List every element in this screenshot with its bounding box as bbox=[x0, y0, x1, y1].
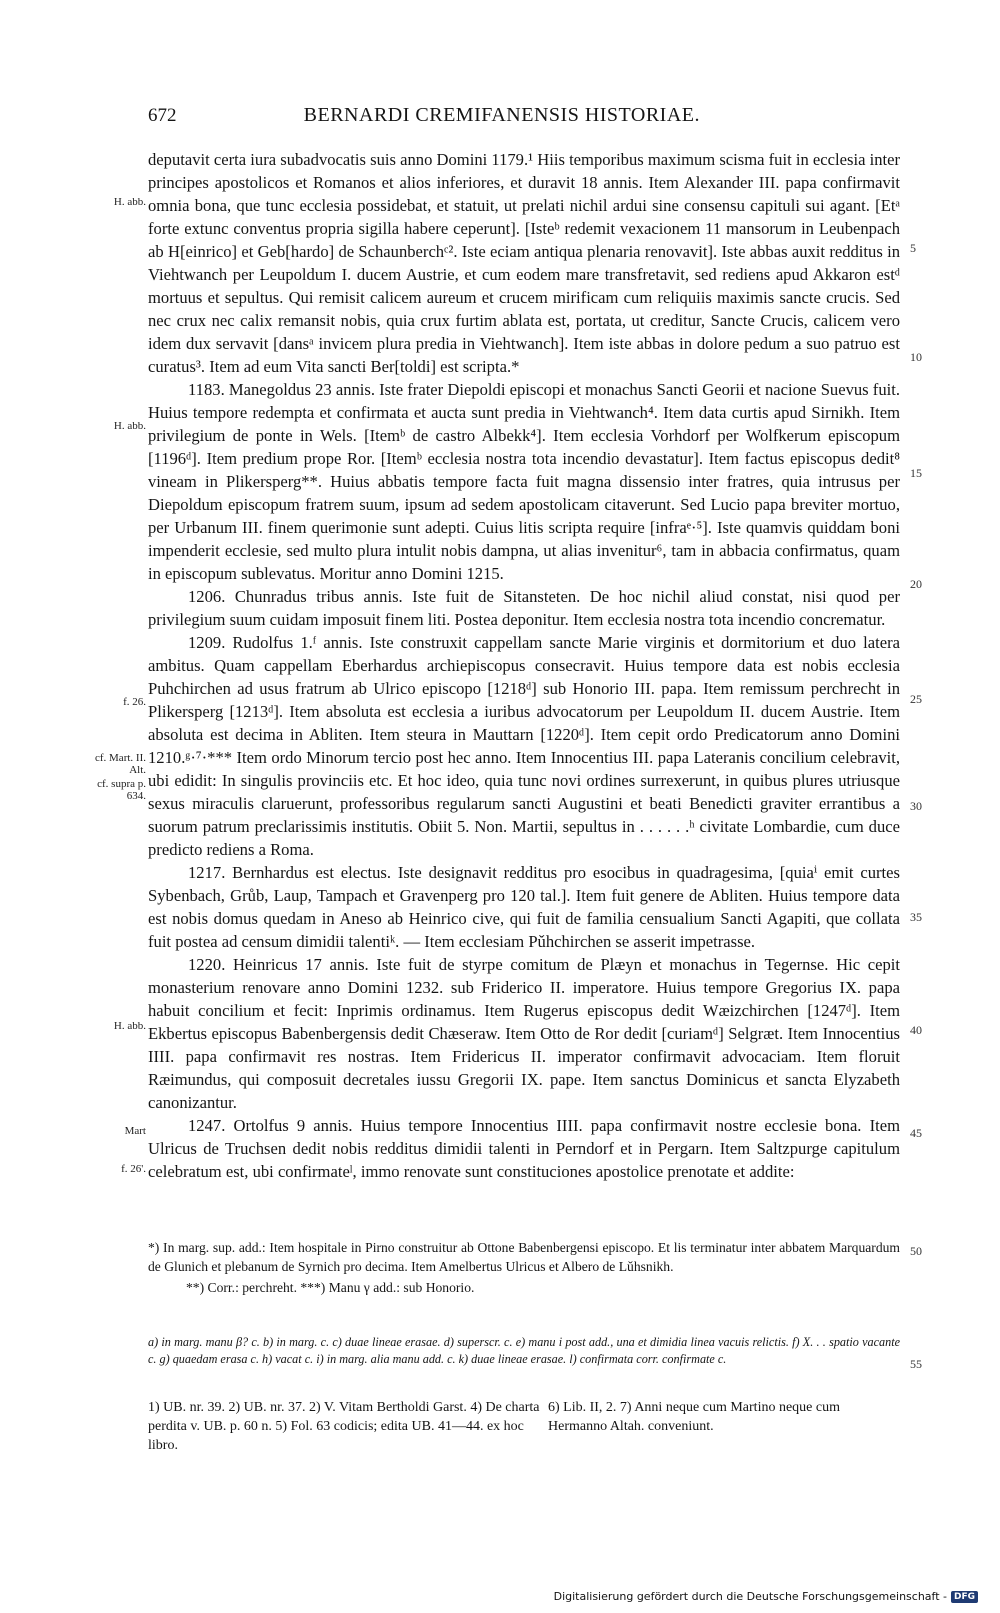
editorial-notes bbox=[148, 1238, 900, 1299]
digitization-footer bbox=[554, 1590, 978, 1603]
line-number: 10 bbox=[910, 350, 922, 364]
line-number: 15 bbox=[910, 466, 922, 480]
dfg-logo-icon: DFG bbox=[951, 1591, 978, 1603]
main-text bbox=[148, 148, 900, 1183]
footer-text: Digitalisierung gefördert durch die Deutsche Forschungsgemeinschaft - bbox=[553, 1590, 947, 1603]
paragraph-1209: 1209. Rudolfus 1.ᶠ annis. Iste construxit cappellam sancte Marie virginis et dormitorium et duo latera ambitus. Quam cappellam Eberhardus archiepiscopus consecravit. Huius tempore data est nobis ecclesia Puhchirchen ad usus fratrum ab Ulrico episcopo [1218ᵈ] sub Honorio III. papa. Item remissum perchrecht in Plikersperg [1213ᵈ]. Item absoluta est ecclesia a iuribus advocatorum per Leupoldum II. ducem Austrie. Item absoluta est decima in Abliten. Item steura in Mauttarn [1220ᵈ]. Item cepit ordo Predicatorum anno Domini 1210.ᵍ·⁷·*** Item ordo Minorum tercio post hec anno. Item Innocentius III. papa Lateranis concilium celebravit, ubi edidit: In singulis provinciis etc. Et hoc ideo, quia tunc novi ordines surrexerunt, in quibus plures utriusque sexus miraculis claruerunt, professoribus regularum sancti Augustini et beati Benedicti graviter errantibus a suorum patrum preclarissimis institutis. Obiit 5. Non. Martii, sepultus in . . . . . .ʰ civitate Lombardie, cum duce predicto rediens a Roma. bbox=[148, 633, 900, 859]
margin-note: H. abb. bbox=[113, 420, 146, 432]
line-number: 45 bbox=[910, 1126, 922, 1140]
paragraph-1247: 1247. Ortolfus 9 annis. Huius tempore Innocentius IIII. papa confirmavit nostre ecclesie bona. Item Ulricus de Truchsen dedit nobis redditus dimidii talenti in Perndorf et in Pergarn. Item Saltzpurge capitulum celebratum est, ubi confirmateˡ, immo renovate sunt constituciones apostolice prenotate et addite: bbox=[148, 1116, 900, 1181]
source-notes-left: 1) UB. nr. 39. 2) UB. nr. 37. 2) V. Vitam Bertholdi Garst. 4) De charta perdita v. UB. p. 60 n. 5) Fol. 63 codicis; edita UB. 41—44. ex hoc libro. bbox=[148, 1400, 540, 1453]
source-notes-right: 6) Lib. II, 2. 7) Anni neque cum Martino neque cum Hermanno Altah. conveniunt. bbox=[548, 1400, 840, 1434]
critical-apparatus: a) in marg. manu β? c. b) in marg. c. c) duae lineae erasae. d) superscr. c. e) manu i post add., una et dimidia linea vacuis relictis. f) X. . . spatio vacante c. g) quaedam erasa c. h) vacat c. i) in marg. alia manu add. c. k) duae lineae erasae. l) confirmata corr. confirmate c. bbox=[148, 1335, 900, 1366]
running-title: BERNARDI CREMIFANENSIS HISTORIAE. bbox=[303, 104, 700, 126]
margin-note: Mart bbox=[124, 1125, 146, 1137]
line-number: 55 bbox=[910, 1357, 922, 1371]
margin-note: cf. supra p. 634. bbox=[97, 778, 146, 802]
source-notes bbox=[148, 1398, 900, 1455]
margin-note: f. 26. bbox=[123, 696, 146, 708]
line-number: 30 bbox=[910, 799, 922, 813]
margin-note: H. abb. bbox=[113, 1020, 146, 1032]
line-number: 20 bbox=[910, 577, 922, 591]
line-number: 5 bbox=[910, 241, 916, 255]
paragraph-1220: 1220. Heinricus 17 annis. Iste fuit de styrpe comitum de Plæyn et monachus in Tegernse. Hic cepit monasterium renovare anno Domini 1232. sub Friderico II. imperatore. Huius tempore Gregorius IX. papa habuit concilium et fecit: Inprimis ordinamus. Item Rugerus episcopus dedit Wæizchirchen [1247ᵈ]. Item Ekbertus episcopus Babenbergensis dedit Chæseraw. Item Otto de Ror dedit [curiamᵈ] Selgræt. Item Innocentius IIII. papa confirmavit res nostras. Item Fridericus II. imperator confirmavit advocaciam. Item floruit Ræimundus, qui composuit decretales iussu Gregorii IX. pape. Item sanctus Dominicus et sancta Elyzabeth canonizantur. bbox=[148, 955, 900, 1112]
note-star-2: **) Corr.: perchreht. ***) Manu γ add.: sub Honorio. bbox=[186, 1280, 475, 1295]
margin-note: H. abb. bbox=[113, 196, 146, 208]
margin-note: f. 26'. bbox=[121, 1163, 146, 1175]
line-number: 40 bbox=[910, 1023, 922, 1037]
margin-note: cf. Mart. II. Alt. bbox=[94, 752, 146, 776]
page-number: 672 bbox=[148, 105, 177, 126]
paragraph-1206: 1206. Chunradus tribus annis. Iste fuit de Sitansteten. De hoc nichil aliud constat, nisi quod per privilegium suum cuidam imposuit finem liti. Postea deponitur. Item ecclesia nostra tota incendio concrematur. bbox=[148, 587, 900, 629]
paragraph-1: deputavit certa iura subadvocatis suis anno Domini 1179.¹ Hiis temporibus maximum scisma fuit in ecclesia inter principes apostolicos et Romanos et alios inferiores, et duravit 18 annis. Item Alexander III. papa confirmavit omnia bona, que tunc ecclesia possidebat, et statuit, ut prelati nichil ardui sine consensu capituli sui agant. [Etᵃ forte extunc conventus propria sigilla habere ceperunt]. [Isteᵇ redemit vexacionem 11 mansorum in Leubenpach ab H[einrico] et Geb[hardo] de Schaunberchᶜ². Iste eciam antiqua plenaria renovavit]. Iste abbas auxit redditus in Viehtwanch per Leupoldum I. ducem Austrie, et cum eodem mare transfretavit, sed rediens apud Akkaron estᵈ mortuus et sepultus. Qui remisit calicem aureum et crucem mirificam cum reliquiis maximis sancte crucis. Sed nec crux nec calix remansit nobis, quia crux furtim ablata est, portata, ut creditur, Sancte Crucis, calicem vero idem dux servavit [dansᵃ invicem plura predia in Viehtwanch]. Item iste abbas in dolore pedum a suo patruo est curatus³. Item ad eum Vita sancti Ber[toldi] est scripta.* bbox=[148, 150, 900, 376]
page-header bbox=[148, 104, 900, 130]
line-number: 25 bbox=[910, 692, 922, 706]
paragraph-1217: 1217. Bernhardus est electus. Iste designavit redditus pro esocibus in quadragesima, [quiaⁱ emit curtes Sybenbach, Grůb, Laup, Tampach et Gravenperg pro 120 tal.]. Item fuit genere de Abliten. Huius tempore data est nobis domus quedam in Aneso ab Heinrico cive, qui fuit de familia censualium Sancti Agapiti, que collata fuit postea ad censum dimidii talentiᵏ. — Item ecclesiam Pǔhchirchen se asserit impetrasse. bbox=[148, 863, 900, 951]
paragraph-1183: 1183. Manegoldus 23 annis. Iste frater Diepoldi episcopi et monachus Sancti Georii et nacione Suevus fuit. Huius tempore redempta et confirmata et aucta sunt predia in Viehtwanch⁴. Item data curtis apud Sirnikh. Item privilegium de ponte in Wels. [Itemᵇ de castro Albekk⁴]. Item ecclesia Vorhdorf per Wolfkerum episcopum [1196ᵈ]. Item predium prope Ror. [Itemᵇ ecclesia nostra tota incendio devastatur]. Item factus episcopus dedit⁸ vineam in Plikersperg**. Huius abbatis tempore facta fuit magna dissensio inter fratres, quia intrusus per Diepoldum episcopum fratrem suum, ipsum ad sedem apostolicam citaverunt. Sed Lucio papa breviter mortuo, per Urbanum III. finem querimonie sunt adepti. Cuius litis scripta require [infraᵉ·⁵]. Iste quamvis quiddam boni impenderit ecclesie, sed multo plura intulit nobis dampna, ut alias invenitur⁶, tam in abbacia confirmatus, quam in episcopum sublevatus. Moritur anno Domini 1215. bbox=[148, 380, 900, 583]
line-number: 50 bbox=[910, 1244, 922, 1258]
note-star: *) In marg. sup. add.: Item hospitale in Pirno construitur ab Ottone Babenbergensi episcopo. Et lis terminatur inter abbatem Marquardum de Glunich et plebanum de Syrnich pro decima. Item Amelbertus Ulricus et Albero de Lǔhsnikh. bbox=[148, 1240, 900, 1274]
line-number: 35 bbox=[910, 910, 922, 924]
